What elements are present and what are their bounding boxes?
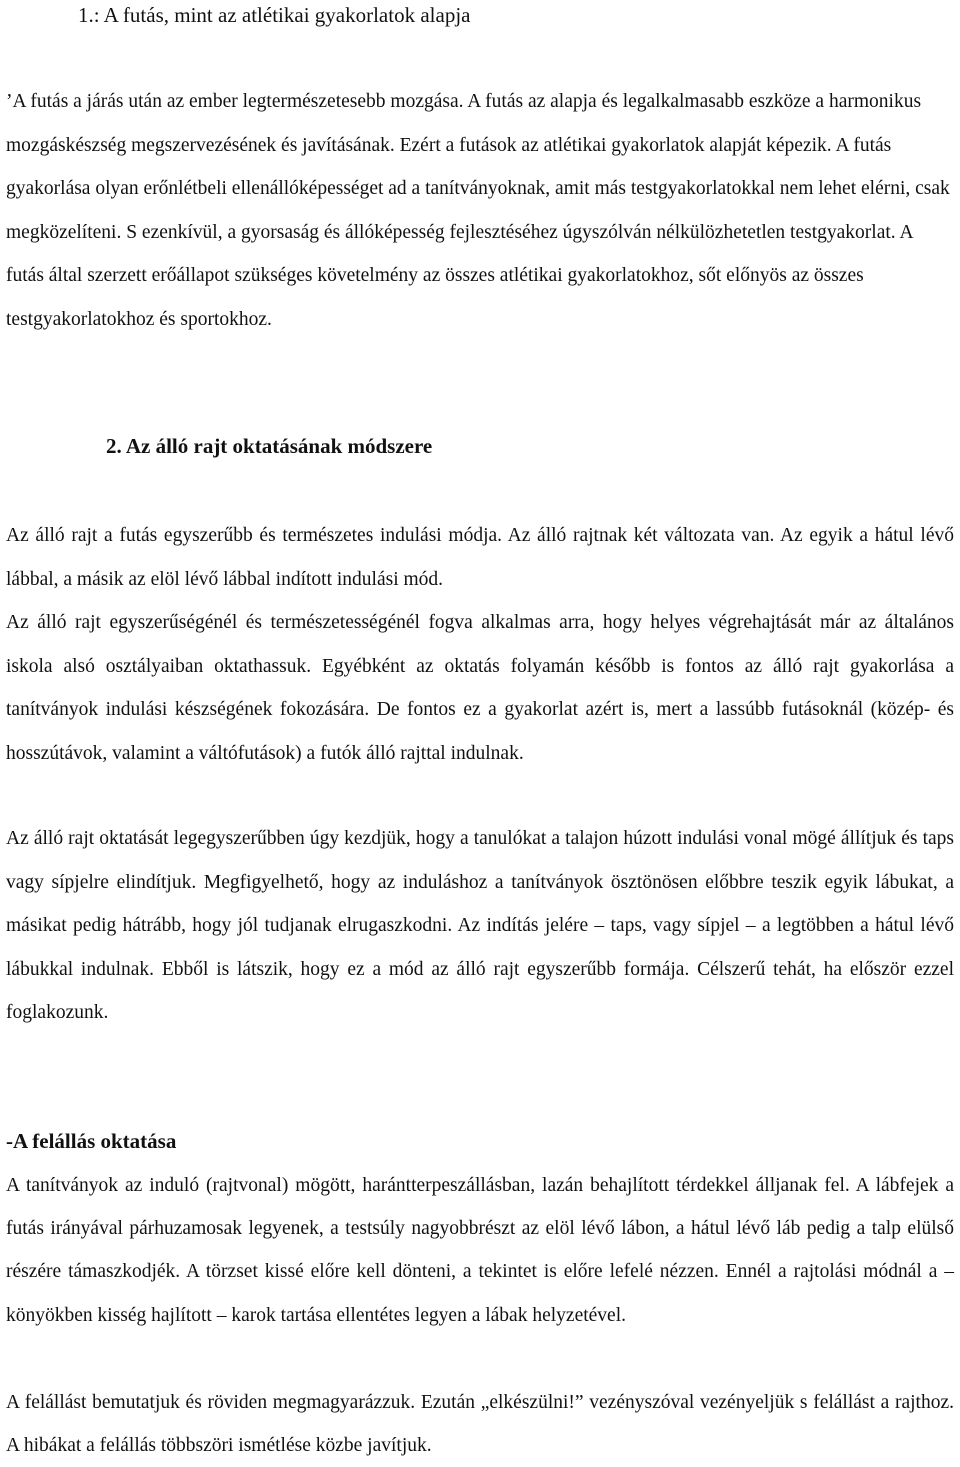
body-paragraph-3: Az álló rajt oktatását legegyszerűbben úgy kezdjük, hogy a tanulókat a talajon húzott indulási vonal mögé állítjuk és taps vagy sípjelre elindítjuk. Megfigyelhető, hogy az induláshoz a tanítványok ösztönösen előbbre teszik egyik lábukat, a másikat pedig hátrább, hogy jól tudjanak elrugaszkodni. Az indítás jelére – taps, vagy sípjel – a legtöbben a hátul lévő lábukkal indulnak. Ebből is látszik, hogy ez a mód az álló rajt egyszerűbb formája. Célszerű tehát, ha először ezzel foglakozunk. [6,828,954,1023]
section-heading-1: 1.: A futás, mint az atlétikai gyakorlatok alapja [78,3,471,27]
body-paragraph-2: Az álló rajt egyszerűségénél és természetességénél fogva alkalmas arra, hogy helyes végrehajtását már az általános iskola alsó osztályaiban oktathassuk. Egyébként az oktatás folyamán később is fontos az álló rajt gyakorlása a tanítványok indulási készségének fokozására. De fontos ez a gyakorlat azért is, mert a lassúbb futásoknál (közép- és hosszútávok, valamint a váltófutások) a futók álló rajttal indulnak. [6,612,954,764]
body-paragraph-1: Az álló rajt a futás egyszerűbb és természetes indulási módja. Az álló rajtnak két változata van. Az egyik a hátul lévő lábbal, a másik az elöl lévő lábbal indított indulási mód. [6,525,954,590]
body-paragraph-5: A felállást bemutatjuk és röviden megmagyarázzuk. Ezután „elkészülni!” vezényszóval vezényeljük s felállást a rajthoz. A hibákat a felállás többszöri ismétlése közbe javítjuk. [6,1392,954,1457]
section-heading-2: 2. Az álló rajt oktatásának módszere [106,434,433,458]
body-paragraph-4: A tanítványok az induló (rajtvonal) mögött, harántterpeszállásban, lazán behajlított térdekkel álljanak fel. A lábfejek a futás irányával párhuzamosak legyenek, a testsúly nagyobbrészt az elöl lévő lábon, a hátul lévő láb pedig a talp elülső részére támaszkodjék. A törzset kissé előre kell dönteni, a tekintet is előre lefelé nézzen. Ennél a rajtolási módnál a – könyökben kisség hajlított – karok tartása ellentétes legyen a lábak helyzetével. [6,1175,954,1326]
subsection-heading: -A felállás oktatása [6,1129,177,1153]
intro-paragraph: ’A futás a járás után az ember legtermészetesebb mozgása. A futás az alapja és legalkalmasabb eszköze a harmonikus mozgáskészség megszervezésének és javításának. Ezért a futások az atlétikai gyakorlatok alapját képezik. A futás gyakorlása olyan erőnlétbeli ellenállóképességet ad a tanítványoknak, amit más testgyakorlatokkal nem lehet elérni, csak megközelíteni. S ezenkívül, a gyorsaság és állóképesség fejlesztéséhez úgyszólván nélkülözhetetlen testgyakorlat. A futás által szerzett erőállapot szükséges követelmény az összes atlétikai gyakorlatokhoz, sőt előnyös az összes testgyakorlatokhoz és sportokhoz. [6,91,950,330]
